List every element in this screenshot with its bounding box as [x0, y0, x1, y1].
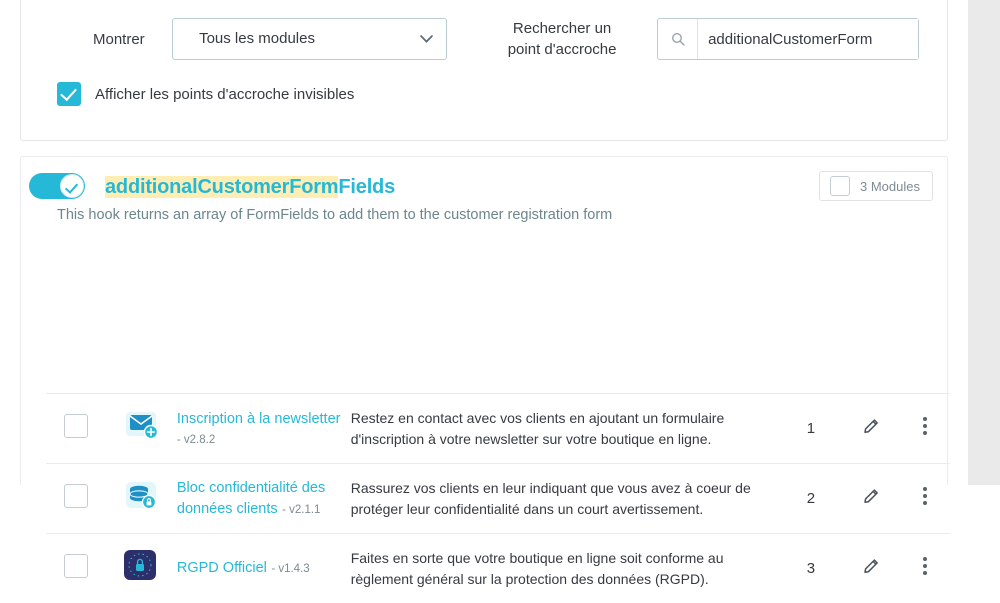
- row-more-cell[interactable]: [901, 394, 950, 464]
- row-icon-cell: [105, 394, 177, 464]
- row-name-cell[interactable]: [177, 464, 351, 534]
- hook-description: This hook returns an array of FormFields to add them to the customer registration form: [57, 207, 947, 223]
- filter-row: [21, 0, 947, 60]
- row-icon-cell: [105, 464, 177, 534]
- module-version: - v2.1.1: [282, 504, 320, 516]
- row-name-cell[interactable]: [177, 394, 351, 464]
- table-row[interactable]: [46, 534, 950, 603]
- newsletter-envelope-icon: [118, 405, 164, 447]
- module-description: Rassurez vos clients en leur indiquant que vous avez à coeur de protéger leur confidentialité dans un court avertissement.: [351, 478, 781, 520]
- module-version: - v1.4.3: [271, 563, 309, 575]
- row-edit-cell[interactable]: [842, 394, 901, 464]
- table-row[interactable]: [46, 394, 950, 464]
- kebab-menu-icon[interactable]: [923, 554, 927, 578]
- filter-panel: [20, 0, 948, 141]
- modules-badge-label: 3 Modules: [860, 179, 920, 194]
- hook-card: [20, 156, 948, 485]
- modules-table: [46, 393, 950, 603]
- hook-title-highlight: additionalCustomerForm: [105, 176, 338, 198]
- row-more-cell[interactable]: [901, 464, 950, 534]
- row-position-cell: [780, 464, 841, 534]
- right-gutter: [968, 0, 1000, 485]
- search-label-line1: Rechercher un: [485, 18, 639, 39]
- invisible-hooks-row[interactable]: [21, 60, 947, 106]
- modules-badge-checkbox[interactable]: [830, 176, 850, 196]
- module-name-link[interactable]: Inscription à la newsletter: [177, 411, 341, 427]
- show-label: Montrer: [49, 31, 168, 48]
- invisible-hooks-label: Afficher les points d'accroche invisibles: [95, 86, 354, 103]
- row-position-cell: [780, 534, 841, 603]
- kebab-menu-icon[interactable]: [923, 484, 927, 508]
- module-description: Restez en contact avec vos clients en ajoutant un formulaire d'inscription à votre newsletter sur votre boutique en ligne.: [351, 408, 781, 450]
- row-checkbox[interactable]: [64, 414, 88, 438]
- module-name-link[interactable]: RGPD Officiel: [177, 560, 267, 576]
- row-desc-cell: [351, 464, 781, 534]
- toggle-knob-check-icon: [60, 174, 84, 198]
- gdpr-shield-icon: [118, 545, 164, 587]
- module-version: - v2.8.2: [177, 434, 215, 446]
- hook-enable-toggle[interactable]: [29, 173, 85, 199]
- row-desc-cell: [351, 534, 781, 603]
- pencil-icon[interactable]: [862, 493, 881, 510]
- row-name-cell[interactable]: [177, 534, 351, 603]
- row-checkbox[interactable]: [64, 554, 88, 578]
- hook-header: [21, 157, 947, 223]
- kebab-menu-icon[interactable]: [923, 414, 927, 438]
- module-position: 2: [807, 490, 815, 507]
- module-position: 3: [807, 560, 815, 577]
- search-icon: [658, 19, 698, 59]
- hook-title-rest: Fields: [338, 176, 395, 198]
- row-edit-cell[interactable]: [842, 534, 901, 603]
- row-checkbox-cell[interactable]: [46, 464, 105, 534]
- module-name-link[interactable]: Bloc confidentialité des données clients: [177, 480, 325, 517]
- modules-badge[interactable]: [819, 171, 933, 201]
- search-label: [485, 18, 639, 60]
- row-desc-cell: [351, 394, 781, 464]
- hook-search[interactable]: [657, 18, 919, 60]
- row-checkbox-cell[interactable]: [46, 534, 105, 603]
- module-select-value[interactable]: Tous les modules: [172, 18, 447, 60]
- module-position: 1: [807, 420, 815, 437]
- row-position-cell: [780, 394, 841, 464]
- module-description: Faites en sorte que votre boutique en ligne soit conforme au règlement général sur la protection des données (RGPD).: [351, 548, 781, 590]
- database-lock-icon: [118, 475, 164, 517]
- search-input[interactable]: [698, 19, 918, 59]
- right-gutter-inner: [968, 0, 1000, 485]
- pencil-icon[interactable]: [862, 563, 881, 580]
- row-icon-cell: [105, 534, 177, 603]
- chevron-down-icon: [420, 35, 431, 42]
- search-label-line2: point d'accroche: [485, 39, 639, 60]
- pencil-icon[interactable]: [862, 423, 881, 440]
- row-checkbox[interactable]: [64, 484, 88, 508]
- row-more-cell[interactable]: [901, 534, 950, 603]
- row-edit-cell[interactable]: [842, 464, 901, 534]
- invisible-hooks-checkbox[interactable]: [57, 82, 81, 106]
- table-row[interactable]: [46, 464, 950, 534]
- row-checkbox-cell[interactable]: [46, 394, 105, 464]
- module-select[interactable]: [172, 18, 447, 60]
